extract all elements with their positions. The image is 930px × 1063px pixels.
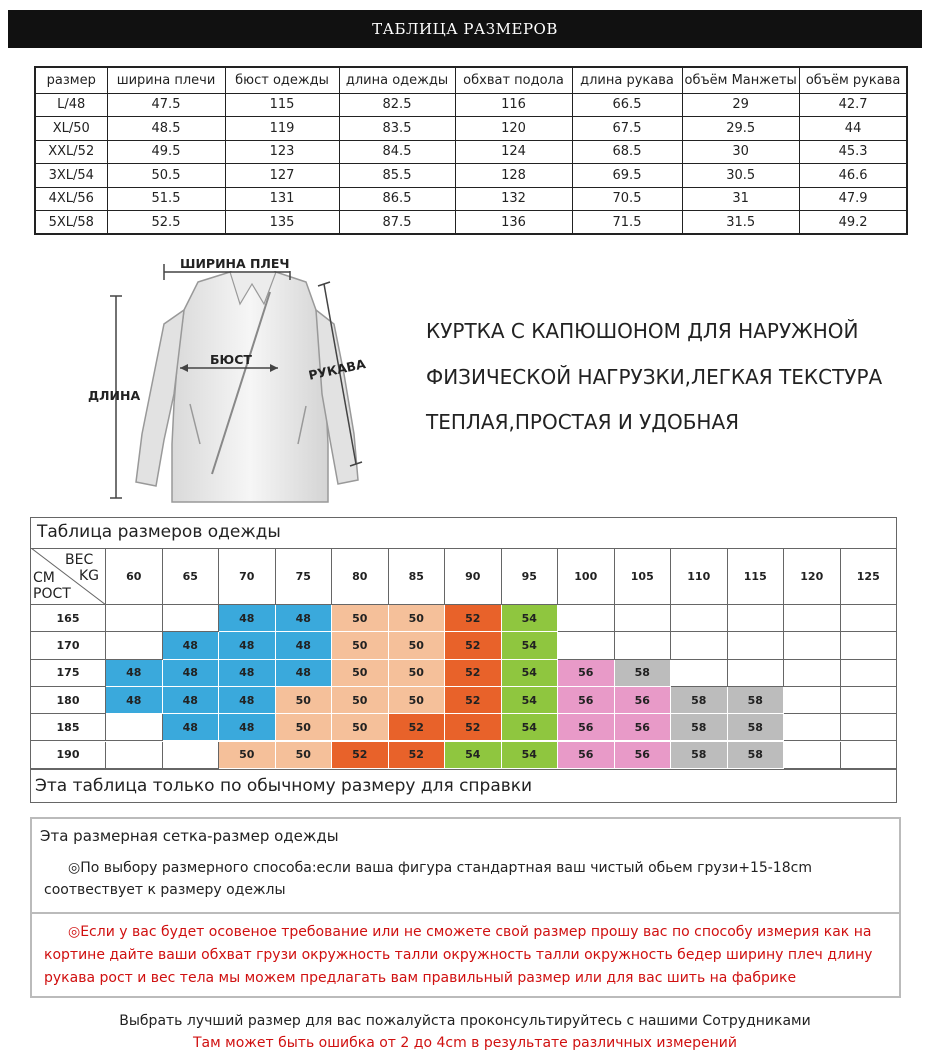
grid-size-cell: 58 — [671, 742, 728, 769]
grid-height-label: 190 — [31, 742, 106, 769]
size-table-cell: 85.5 — [339, 164, 455, 188]
size-table-cell: L/48 — [35, 93, 107, 117]
grid-size-cell: 54 — [502, 742, 559, 769]
grid-size-cell — [558, 632, 615, 659]
size-table-cell: 52.5 — [107, 211, 225, 235]
grid-size-cell: 56 — [615, 742, 672, 769]
grid-height-label: 165 — [31, 605, 106, 632]
grid-size-cell — [728, 660, 785, 687]
jacket-illustration — [80, 244, 410, 514]
grid-size-cell: 48 — [106, 660, 163, 687]
grid-weight-header: 75 — [276, 548, 333, 605]
notes-title: Эта размерная сетка-размер одежды — [40, 827, 339, 845]
grid-weight-header: 105 — [615, 548, 672, 605]
description-line-3: ТЕПЛАЯ,ПРОСТАЯ И УДОБНАЯ — [426, 410, 740, 434]
size-table-header-cell: бюст одежды — [225, 67, 339, 93]
size-table-cell: 82.5 — [339, 93, 455, 117]
grid-size-cell — [163, 605, 220, 632]
grid-size-cell: 48 — [163, 714, 220, 741]
size-table-cell: 46.6 — [799, 164, 907, 188]
notes-box — [30, 817, 901, 998]
grid-weight-header: 70 — [219, 548, 276, 605]
grid-weight-header: 80 — [332, 548, 389, 605]
grid-size-cell — [615, 605, 672, 632]
size-table-cell: 124 — [455, 140, 572, 164]
grid-size-cell: 56 — [615, 687, 672, 714]
size-table-cell: 49.2 — [799, 211, 907, 235]
size-table-header-cell: длина одежды — [339, 67, 455, 93]
grid-size-cell: 50 — [276, 714, 333, 741]
title-banner — [8, 10, 922, 48]
size-table-cell: 51.5 — [107, 187, 225, 211]
banner-title: ТАБЛИЦА РАЗМЕРОВ — [372, 20, 558, 38]
grid-weight-header: 115 — [728, 548, 785, 605]
grid-size-cell: 56 — [558, 714, 615, 741]
grid-size-cell: 54 — [445, 742, 502, 769]
grid-size-cell — [841, 605, 898, 632]
shoulder-label: ШИРИНА ПЛЕЧ — [180, 256, 290, 271]
grid-size-cell: 56 — [558, 660, 615, 687]
grid-size-cell: 50 — [332, 660, 389, 687]
corner-cm: CM — [33, 570, 55, 586]
grid-size-cell: 48 — [219, 660, 276, 687]
grid-weight-header: 65 — [163, 548, 220, 605]
size-table-cell: 120 — [455, 117, 572, 141]
size-table-cell: 71.5 — [572, 211, 682, 235]
grid-size-cell — [671, 660, 728, 687]
grid-size-cell — [784, 660, 841, 687]
size-table-cell: 29.5 — [682, 117, 799, 141]
grid-size-cell: 48 — [163, 687, 220, 714]
grid-size-cell — [615, 632, 672, 659]
grid-size-cell: 56 — [558, 687, 615, 714]
size-grid — [30, 517, 897, 803]
size-table-header-cell: обхват подола — [455, 67, 572, 93]
corner-height: РОСТ — [33, 586, 71, 602]
grid-size-cell — [841, 742, 898, 769]
size-table-cell: 68.5 — [572, 140, 682, 164]
grid-size-cell: 54 — [502, 605, 559, 632]
size-table-cell: 69.5 — [572, 164, 682, 188]
grid-size-cell — [784, 687, 841, 714]
grid-height-label: 170 — [31, 632, 106, 659]
notes-body: ◎По выбору размерного способа:если ваша фигура стандартная ваш чистый обьем грузи+15-18cm соотвествует к размеру одежлы — [44, 860, 812, 898]
size-table-cell: 115 — [225, 93, 339, 117]
jacket-diagram — [80, 244, 410, 514]
grid-size-cell: 50 — [332, 714, 389, 741]
grid-size-cell — [784, 714, 841, 741]
size-table-cell: 49.5 — [107, 140, 225, 164]
size-table-header-cell: объём Манжеты — [682, 67, 799, 93]
grid-size-cell: 50 — [332, 687, 389, 714]
grid-size-cell — [841, 687, 898, 714]
grid-size-cell — [841, 714, 898, 741]
grid-weight-header: 60 — [106, 548, 163, 605]
size-table-cell: 47.9 — [799, 187, 907, 211]
notes-divider — [32, 912, 899, 914]
grid-footer: Эта таблица только по обычному размеру для справки — [35, 776, 533, 796]
size-table-cell: 31.5 — [682, 211, 799, 235]
grid-size-cell: 50 — [389, 632, 446, 659]
size-table-cell: 44 — [799, 117, 907, 141]
bust-label: БЮСТ — [210, 352, 252, 367]
grid-size-cell: 52 — [445, 605, 502, 632]
grid-size-cell: 50 — [276, 742, 333, 769]
size-table-cell: 136 — [455, 211, 572, 235]
grid-height-label: 185 — [31, 714, 106, 741]
grid-size-cell: 48 — [219, 605, 276, 632]
grid-size-cell — [106, 742, 163, 769]
grid-size-cell — [784, 632, 841, 659]
size-table-row — [35, 140, 907, 164]
size-table-cell: 123 — [225, 140, 339, 164]
grid-size-cell — [784, 742, 841, 769]
size-table-cell: 135 — [225, 211, 339, 235]
size-table-cell: 30.5 — [682, 164, 799, 188]
size-table-cell: 30 — [682, 140, 799, 164]
size-table-header — [35, 67, 907, 93]
size-table-cell: 86.5 — [339, 187, 455, 211]
grid-size-cell — [106, 605, 163, 632]
grid-size-cell: 52 — [332, 742, 389, 769]
grid-size-cell: 50 — [276, 687, 333, 714]
grid-size-cell: 54 — [502, 632, 559, 659]
size-table-header-cell: ширина плечи — [107, 67, 225, 93]
grid-weight-header: 95 — [502, 548, 559, 605]
grid-size-cell: 54 — [502, 660, 559, 687]
size-table-cell: 3XL/54 — [35, 164, 107, 188]
grid-size-cell: 48 — [163, 632, 220, 659]
size-table-row — [35, 93, 907, 117]
description-line-2: ФИЗИЧЕСКОЙ НАГРУЗКИ,ЛЕГКАЯ ТЕКСТУРА — [426, 365, 883, 389]
size-table-cell: 83.5 — [339, 117, 455, 141]
size-table-cell: 119 — [225, 117, 339, 141]
grid-size-cell — [163, 742, 220, 769]
size-table-cell: 127 — [225, 164, 339, 188]
grid-size-cell: 50 — [219, 742, 276, 769]
size-table-cell: 31 — [682, 187, 799, 211]
grid-size-cell: 58 — [728, 714, 785, 741]
grid-size-cell: 48 — [276, 660, 333, 687]
size-table-cell: 29 — [682, 93, 799, 117]
grid-size-cell: 58 — [671, 714, 728, 741]
size-table-cell: 70.5 — [572, 187, 682, 211]
size-table-cell: 67.5 — [572, 117, 682, 141]
notes-red-text: ◎Если у вас будет осовеное требование или не сможете свой размер прошу вас по способу измерия как на кортине дайте ваши обхват грузи окружность талли окружность талли окружность бедер ширину плеч длину рукава рост и вес тела мы можем предлагать вам правильный размер или для вас шить на фабрике — [44, 924, 873, 986]
grid-size-cell: 48 — [276, 605, 333, 632]
grid-size-cell: 58 — [728, 742, 785, 769]
description-line-1: КУРТКА С КАПЮШОНОМ ДЛЯ НАРУЖНОЙ — [426, 319, 859, 343]
size-table-cell: XL/50 — [35, 117, 107, 141]
size-table-row — [35, 164, 907, 188]
grid-weight-header: 125 — [841, 548, 898, 605]
size-table-header-cell: длина рукава — [572, 67, 682, 93]
size-table-cell: 50.5 — [107, 164, 225, 188]
grid-size-cell: 58 — [728, 687, 785, 714]
grid-size-cell: 52 — [445, 714, 502, 741]
grid-size-cell: 56 — [615, 714, 672, 741]
length-label: ДЛИНА — [88, 388, 141, 403]
size-table-cell: 66.5 — [572, 93, 682, 117]
grid-size-cell: 50 — [389, 605, 446, 632]
corner-weight: ВЕС — [65, 552, 94, 568]
grid-size-cell: 56 — [558, 742, 615, 769]
size-table-row — [35, 211, 907, 235]
size-table-header-cell: размер — [35, 67, 107, 93]
grid-height-label: 175 — [31, 660, 106, 687]
grid-size-cell: 48 — [219, 714, 276, 741]
grid-size-cell — [671, 605, 728, 632]
grid-size-cell: 52 — [389, 714, 446, 741]
grid-weight-header: 85 — [389, 548, 446, 605]
grid-weight-header: 120 — [784, 548, 841, 605]
grid-size-cell: 50 — [332, 605, 389, 632]
size-table-cell: 132 — [455, 187, 572, 211]
grid-size-cell — [558, 605, 615, 632]
size-table-cell: 131 — [225, 187, 339, 211]
size-table-row — [35, 187, 907, 211]
grid-size-cell: 48 — [106, 687, 163, 714]
grid-size-cell: 58 — [615, 660, 672, 687]
grid-weight-header: 90 — [445, 548, 502, 605]
grid-size-cell: 52 — [445, 632, 502, 659]
sleeve-label: РУКАВА — [307, 356, 367, 383]
grid-size-cell: 54 — [502, 714, 559, 741]
grid-size-cell: 48 — [276, 632, 333, 659]
grid-size-cell: 58 — [671, 687, 728, 714]
grid-height-label: 180 — [31, 687, 106, 714]
grid-size-cell — [728, 632, 785, 659]
size-table-cell: 87.5 — [339, 211, 455, 235]
size-table-cell: 48.5 — [107, 117, 225, 141]
grid-title: Таблица размеров одежды — [37, 522, 281, 542]
grid-size-cell — [671, 632, 728, 659]
grid-size-cell: 52 — [389, 742, 446, 769]
corner-kg: KG — [79, 568, 100, 584]
grid-size-cell: 52 — [445, 660, 502, 687]
size-table-row — [35, 117, 907, 141]
size-table-cell: XXL/52 — [35, 140, 107, 164]
size-table — [34, 66, 908, 235]
grid-size-cell: 48 — [219, 632, 276, 659]
size-table-cell: 42.7 — [799, 93, 907, 117]
size-table-cell: 47.5 — [107, 93, 225, 117]
grid-size-cell: 50 — [332, 632, 389, 659]
grid-size-cell: 52 — [445, 687, 502, 714]
size-table-cell: 84.5 — [339, 140, 455, 164]
grid-size-cell — [784, 605, 841, 632]
grid-corner-cell — [31, 548, 106, 605]
grid-size-cell — [841, 660, 898, 687]
grid-size-cell: 48 — [219, 687, 276, 714]
grid-weight-header: 100 — [558, 548, 615, 605]
grid-weight-header: 110 — [671, 548, 728, 605]
grid-size-cell — [106, 632, 163, 659]
grid-size-cell: 48 — [163, 660, 220, 687]
size-table-cell: 45.3 — [799, 140, 907, 164]
grid-size-cell — [106, 714, 163, 741]
grid-size-cell — [728, 605, 785, 632]
footer-error-note: Там может быть ошибка от 2 до 4cm в результате различных измерений — [193, 1035, 737, 1051]
size-table-cell: 5XL/58 — [35, 211, 107, 235]
grid-size-cell: 54 — [502, 687, 559, 714]
grid-size-cell: 50 — [389, 660, 446, 687]
size-table-cell: 4XL/56 — [35, 187, 107, 211]
size-table-header-cell: объём рукава — [799, 67, 907, 93]
grid-footer-line — [31, 769, 896, 770]
grid-size-cell — [841, 632, 898, 659]
grid-size-cell: 50 — [389, 687, 446, 714]
footer-consult: Выбрать лучший размер для вас пожалуйста проконсультируйтесь с нашими Сотрудниками — [119, 1013, 811, 1029]
size-table-cell: 128 — [455, 164, 572, 188]
size-table-cell: 116 — [455, 93, 572, 117]
